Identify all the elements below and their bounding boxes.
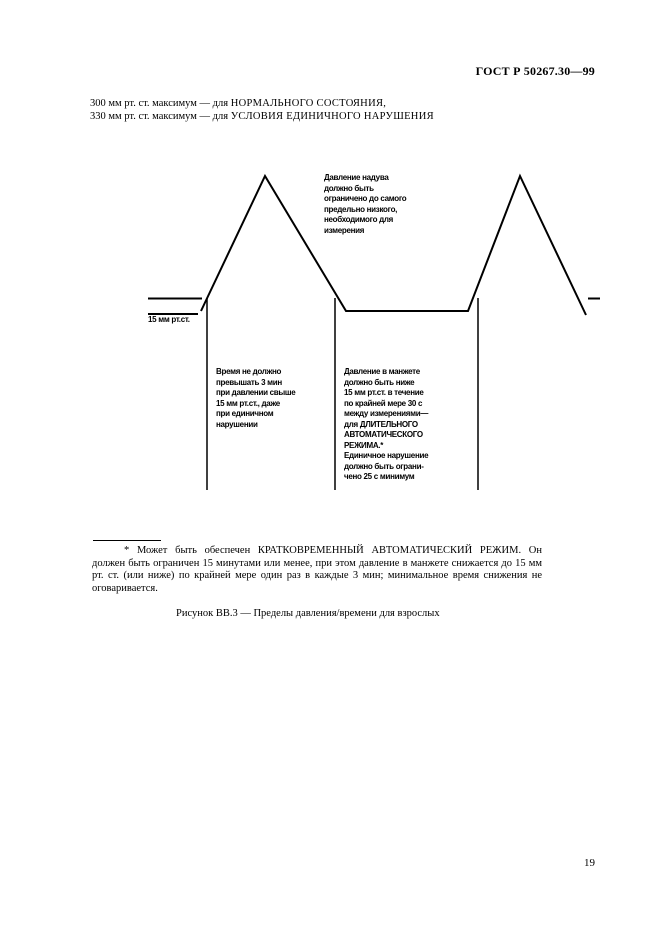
cuff-note-line: 15 мм рт.ст. в течение (344, 388, 424, 397)
cuff-note-line: Давление в манжете (344, 367, 420, 376)
limit-normal-caps: НОРМАЛЬНОГО СОСТОЯНИЯ, (230, 98, 387, 109)
time-note-line: превышать 3 мин (216, 377, 282, 387)
cuff-note-line: РЕЖИМА.* (344, 440, 384, 450)
time-note-line: при единичном (216, 409, 274, 418)
cuff-pressure-note (344, 367, 428, 483)
time-limit-note (216, 367, 295, 430)
footnote (92, 545, 542, 595)
cuff-note-line: должно быть ниже (344, 377, 415, 387)
cuff-note-line: АВТОМАТИЧЕСКОГО (344, 430, 423, 439)
baseline-pressure-label: 15 мм рт.ст. (148, 315, 190, 324)
inflation-note-line: ограничено до самого (324, 194, 407, 203)
cuff-note-line: между измерениями— (344, 409, 429, 418)
footnote-marker: * (124, 545, 130, 556)
cuff-note-line: Единичное нарушение (344, 451, 429, 460)
time-note-line: 15 мм рт.ст., даже (216, 398, 280, 408)
footnote-separator (93, 540, 161, 541)
cuff-note-line: должно быть ограни- (344, 461, 424, 471)
time-note-line: Время не должно (216, 367, 282, 376)
document-code: ГОСТ Р 50267.30—99 (475, 64, 595, 78)
footnote-caps: КРАТКОВРЕМЕННЫЙ АВТОМАТИЧЕСКИЙ РЕЖИМ. (257, 545, 522, 556)
inflation-note-line: необходимого для (324, 215, 394, 224)
limit-fault-prefix: 330 мм рт. ст. максимум — для (90, 111, 231, 122)
footnote-body: Он должен быть ограничен 15 минутами или менее, при этом давление в манжете снижается до 15 мм рт. ст. (или ниже) по крайней мере один раз в каждые 3 мин; минимальное время снижения не оговаривается. (92, 545, 542, 594)
cuff-note-line: для ДЛИТЕЛЬНОГО (344, 419, 418, 429)
inflation-note (324, 173, 406, 236)
footnote-intro: Может быть обеспечен (129, 545, 258, 556)
inflation-note-line: Давление надува (324, 173, 389, 182)
inflation-note-line: измерения (324, 225, 365, 235)
inflation-note-line: должно быть (324, 183, 374, 193)
time-note-line: нарушении (216, 419, 258, 429)
limit-normal-prefix: 300 мм рт. ст. максимум — для (90, 98, 231, 109)
limit-fault-caps: УСЛОВИЯ ЕДИНИЧНОГО НАРУШЕНИЯ (230, 111, 434, 122)
time-note-line: при давлении свыше (216, 388, 296, 397)
inflation-note-line: предельно низкого, (324, 204, 398, 214)
cuff-note-line: по крайней мере 30 с (344, 398, 423, 408)
figure-caption: Рисунок ВВ.3 — Пределы давления/времени для взрослых (176, 608, 440, 619)
cuff-note-line: чено 25 с минимум (344, 472, 415, 481)
page-number: 19 (584, 857, 595, 869)
